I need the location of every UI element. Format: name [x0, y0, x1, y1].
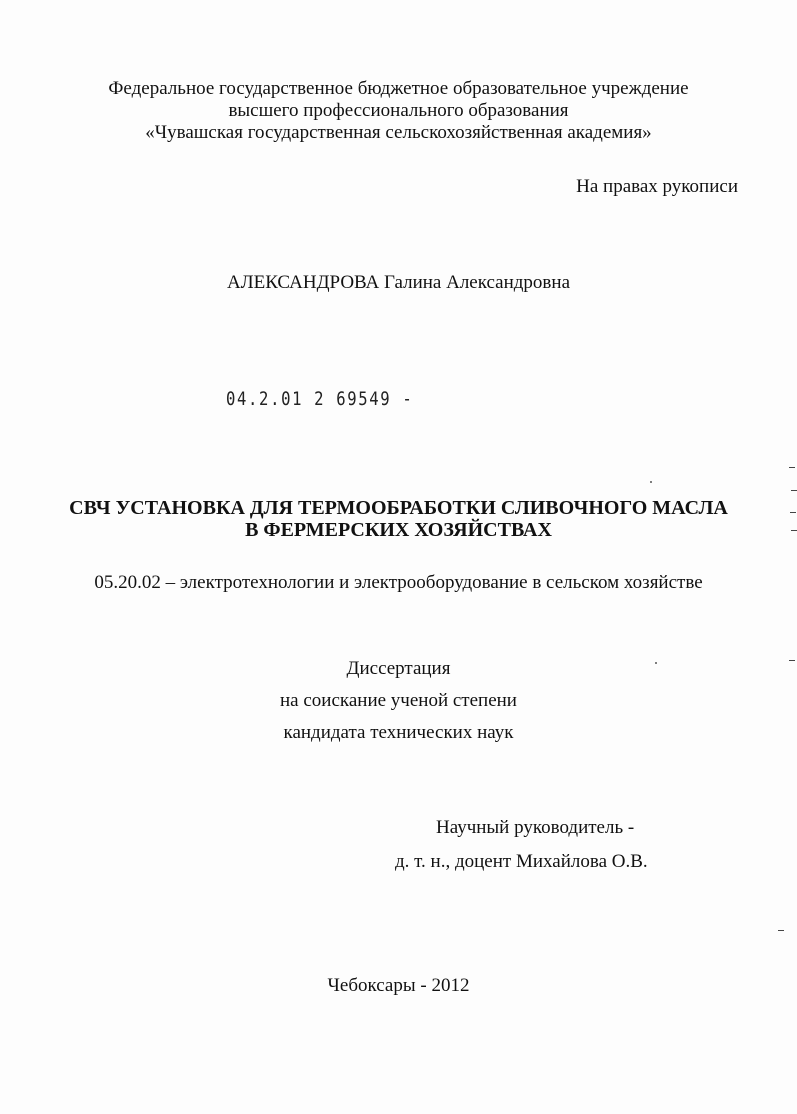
work-type-line-1: Диссертация: [346, 658, 451, 679]
place-and-year: Чебоксары - 2012: [327, 975, 470, 996]
institution-line-1: Федеральное государственное бюджетное образовательное учреждение: [108, 78, 689, 99]
institution-line-2: высшего профессионального образования: [228, 100, 569, 121]
scan-mark: [789, 467, 795, 468]
scan-mark: [791, 490, 797, 491]
title-line-2: В ФЕРМЕРСКИХ ХОЗЯЙСТВАХ: [245, 519, 552, 541]
scan-mark: [778, 930, 784, 931]
scan-mark: [791, 530, 797, 531]
scan-speck: [655, 662, 657, 664]
supervisor-label: Научный руководитель -: [436, 817, 635, 838]
institution-line-3: «Чувашская государственная сельскохозяйственная академия»: [145, 122, 652, 143]
work-type-line-2: на соискание ученой степени: [280, 690, 517, 711]
title-line-1: СВЧ УСТАНОВКА ДЛЯ ТЕРМООБРАБОТКИ СЛИВОЧНОГО МАСЛА: [69, 497, 728, 519]
supervisor-name: д. т. н., доцент Михайлова О.В.: [395, 851, 648, 872]
scan-mark: [790, 512, 796, 513]
manuscript-note: На правах рукописи: [576, 176, 738, 197]
work-type-line-3: кандидата технических наук: [283, 722, 514, 743]
author-name: АЛЕКСАНДРОВА Галина Александровна: [226, 272, 571, 293]
scan-mark: [789, 660, 795, 661]
scan-speck: [650, 481, 652, 483]
specialty-code: 05.20.02 – электротехнологии и электрооборудование в сельском хозяйстве: [94, 572, 703, 593]
archive-stamp-number: 04.2.01 2 69549 -: [226, 388, 414, 410]
